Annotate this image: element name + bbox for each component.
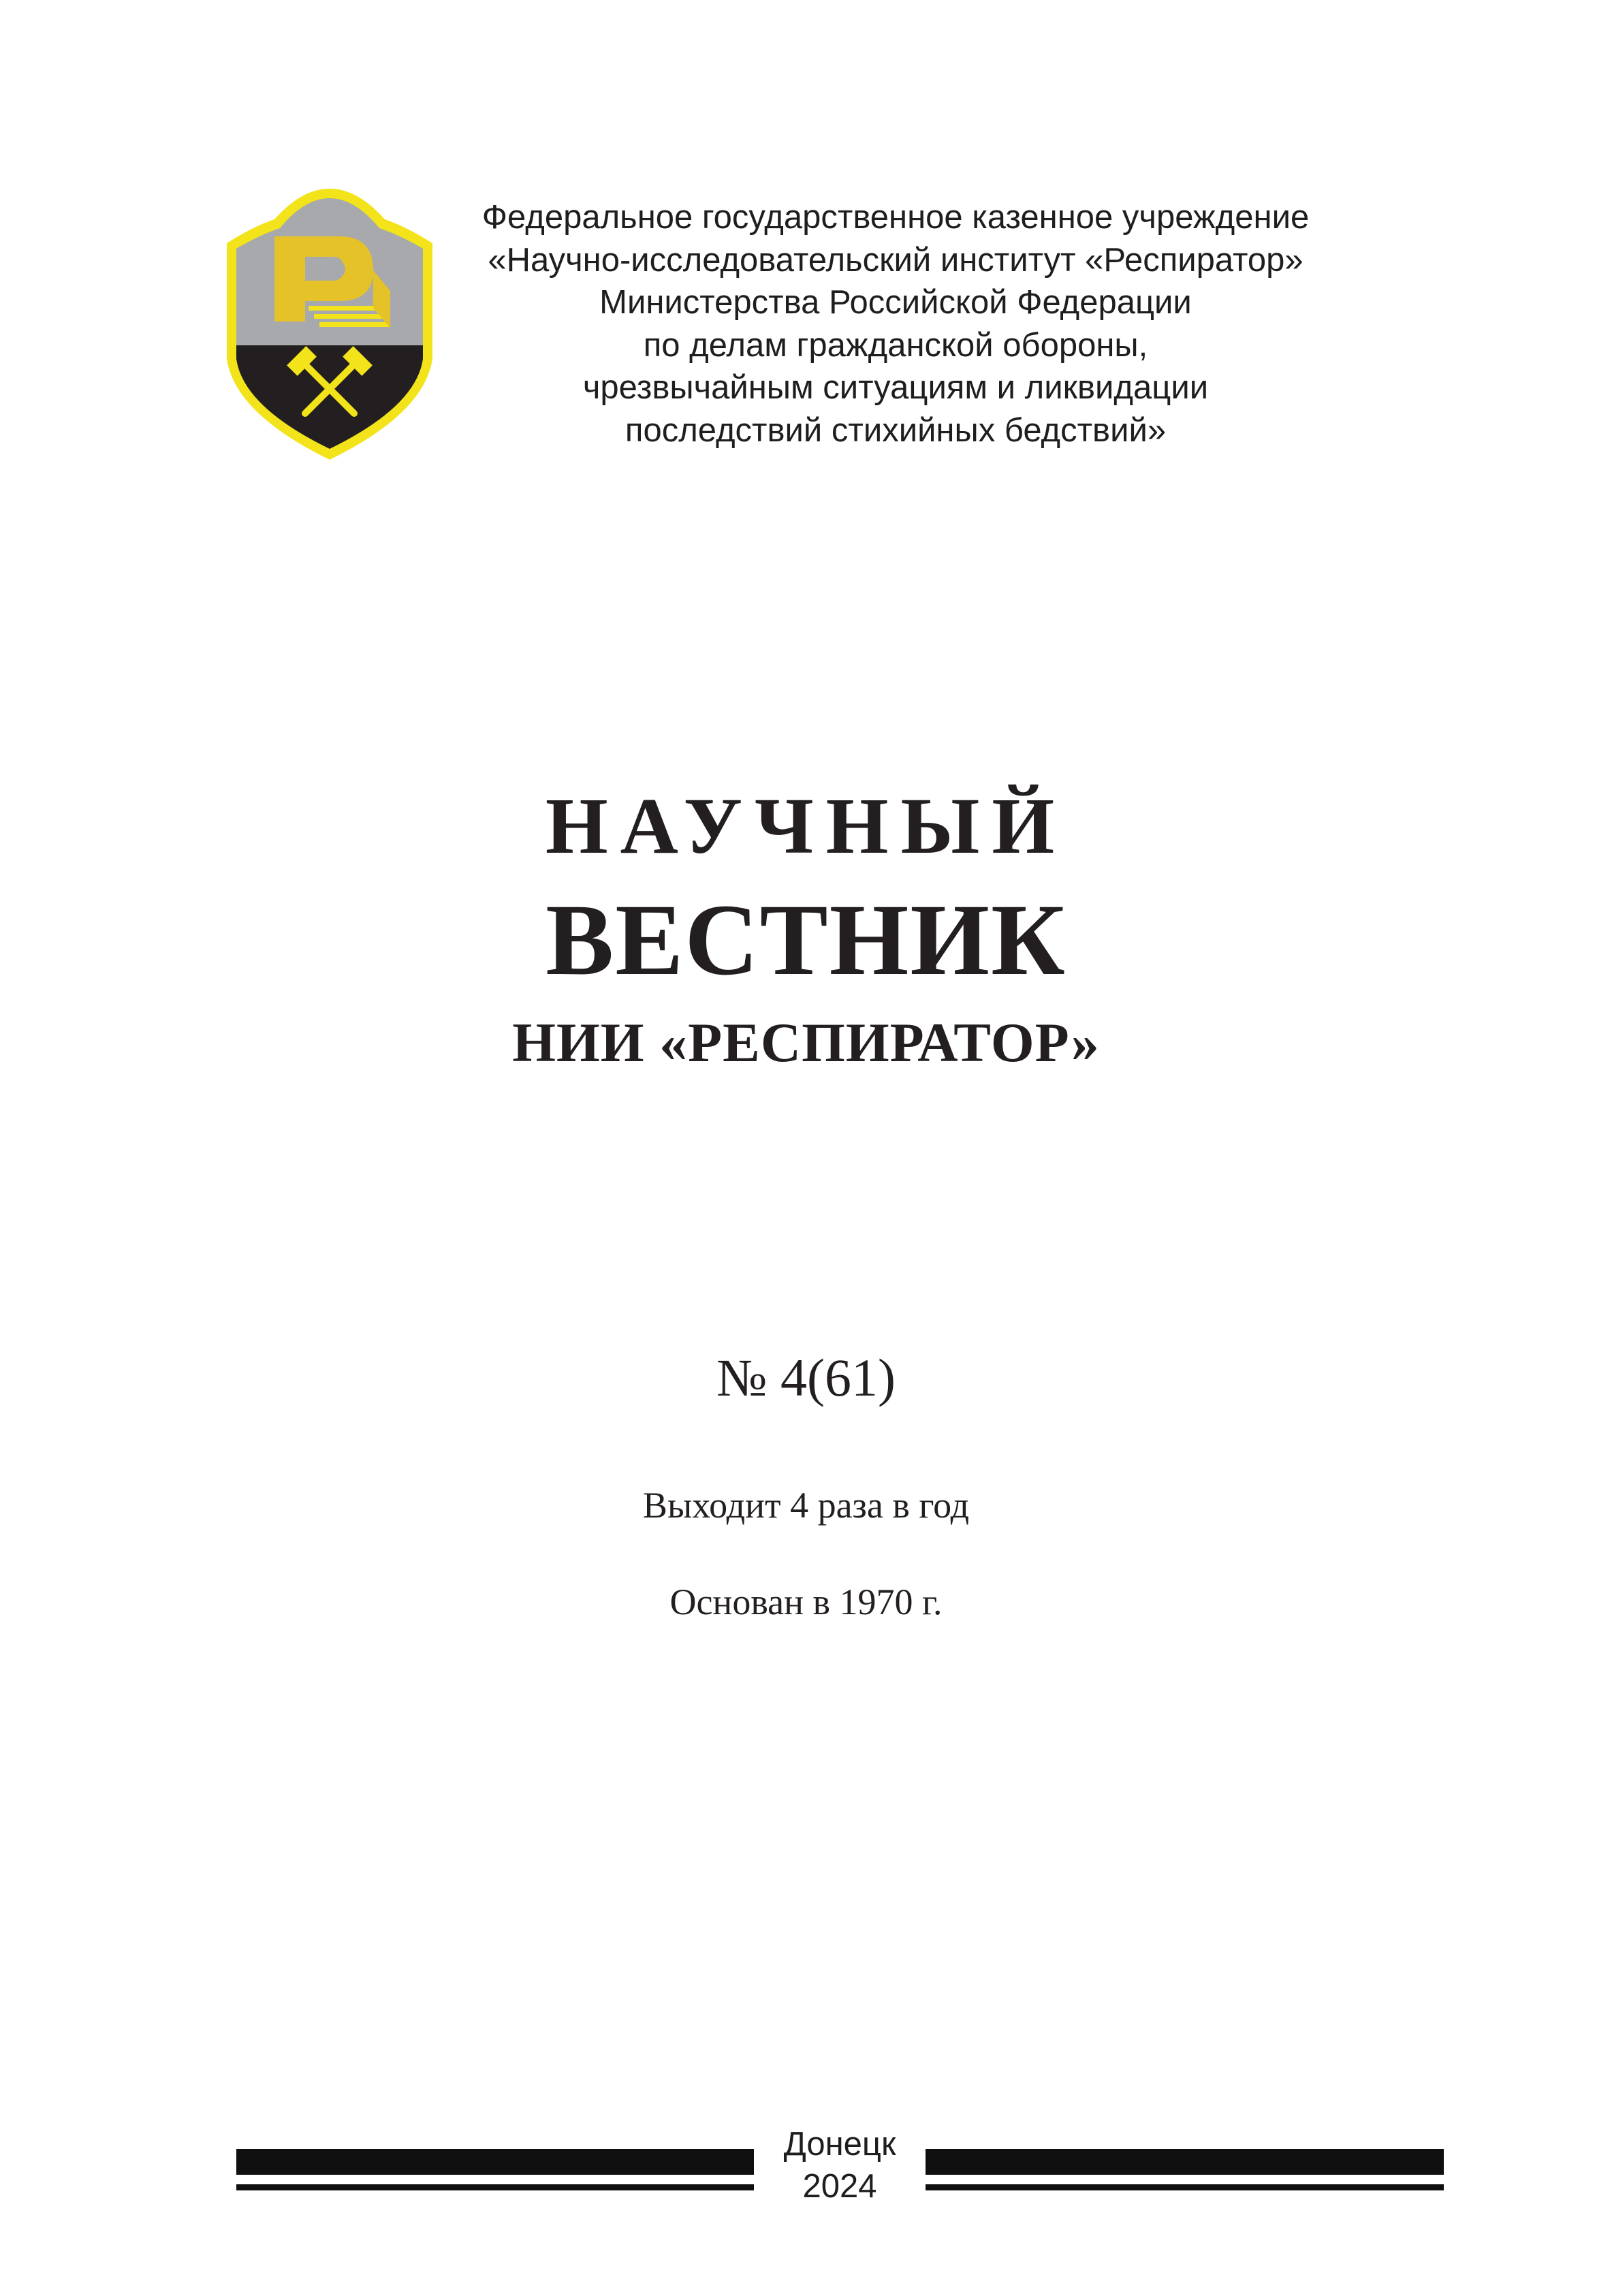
org-line: чрезвычайным ситуациям и ликвидации — [582, 369, 1209, 406]
shield-lower-field — [236, 345, 423, 449]
publication-frequency: Выходит 4 раза в год — [642, 1485, 970, 1526]
footer-rule-left — [236, 2149, 754, 2175]
footer-year: 2024 — [802, 2168, 877, 2205]
org-line: Федеральное государственное казенное учреждение — [481, 199, 1310, 236]
footer-rule-left-thin — [236, 2184, 754, 2190]
org-line: «Научно-исследовательский институт «Респиратор» — [488, 241, 1303, 279]
issue-number: № 4(61) — [716, 1348, 896, 1407]
title-line-2: ВЕСТНИК — [546, 883, 1066, 996]
footer-rule-right-thin — [926, 2184, 1444, 2190]
organization-header — [436, 196, 1355, 452]
founded-year: Основан в 1970 г. — [669, 1582, 943, 1622]
org-line: последствий стихийных бедствий» — [625, 411, 1167, 449]
footer-city: Донецк — [783, 2126, 896, 2163]
title-line-3: НИИ «РЕСПИРАТОР» — [512, 1011, 1100, 1073]
title-line-1: НАУЧНЫЙ — [545, 781, 1067, 870]
org-line: по делам гражданской обороны, — [643, 326, 1148, 364]
org-line: Министерства Российской Федерации — [599, 284, 1192, 321]
footer-rule-right — [926, 2149, 1444, 2175]
respirator-shield-emblem-icon — [220, 189, 439, 460]
